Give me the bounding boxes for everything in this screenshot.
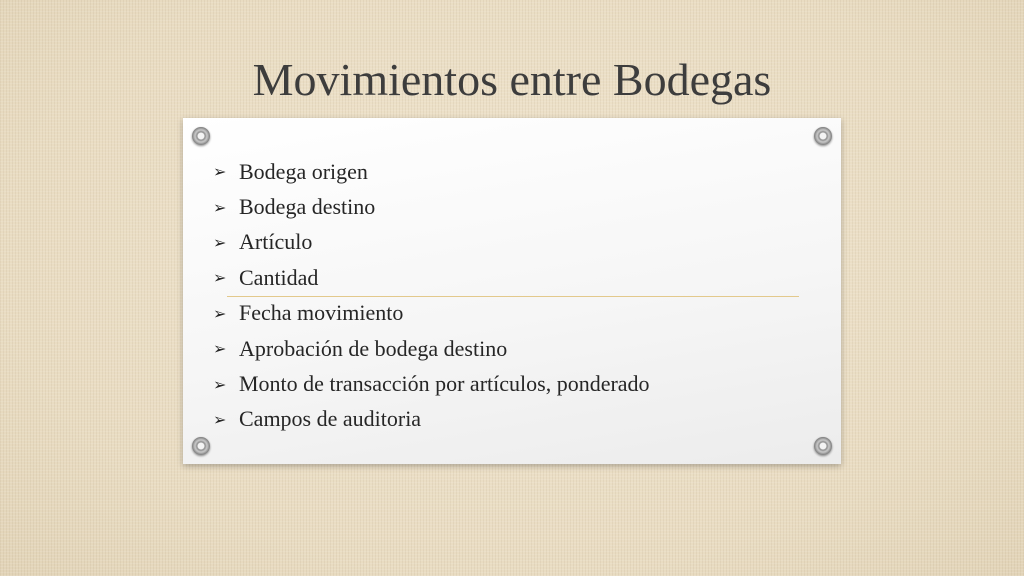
arrow-bullet-icon: ➢ <box>213 374 227 394</box>
arrow-bullet-icon: ➢ <box>213 339 227 359</box>
bullet-text: Bodega origen <box>239 158 368 184</box>
slide-title: Movimientos entre Bodegas <box>252 54 772 105</box>
bullet-text: Fecha movimiento <box>239 300 404 326</box>
bullet-item <box>213 366 650 401</box>
content-card <box>183 118 841 464</box>
bullet-list <box>213 154 650 437</box>
bullet-item <box>213 154 650 189</box>
arrow-bullet-icon: ➢ <box>213 232 227 252</box>
rivet-icon <box>814 127 832 145</box>
arrow-bullet-icon: ➢ <box>213 303 227 323</box>
bullet-text: Campos de auditoria <box>239 406 422 432</box>
bullet-item <box>213 225 650 260</box>
rivet-icon <box>814 437 832 455</box>
arrow-bullet-icon: ➢ <box>213 197 227 217</box>
bullet-item <box>213 331 650 366</box>
rivet-icon <box>192 437 210 455</box>
arrow-bullet-icon: ➢ <box>213 409 227 429</box>
bullet-text: Cantidad <box>239 264 319 290</box>
bullet-text: Monto de transacción por artículos, ponderado <box>239 371 650 397</box>
bullet-item <box>213 296 650 331</box>
bullet-item <box>213 260 650 295</box>
arrow-bullet-icon: ➢ <box>213 162 227 182</box>
bullet-text: Bodega destino <box>239 194 376 220</box>
bullet-text: Aprobación de bodega destino <box>239 335 508 361</box>
bullet-item <box>213 402 650 437</box>
arrow-bullet-icon: ➢ <box>213 268 227 288</box>
rivet-icon <box>192 127 210 145</box>
bullet-text: Artículo <box>239 229 313 255</box>
bullet-item <box>213 189 650 224</box>
